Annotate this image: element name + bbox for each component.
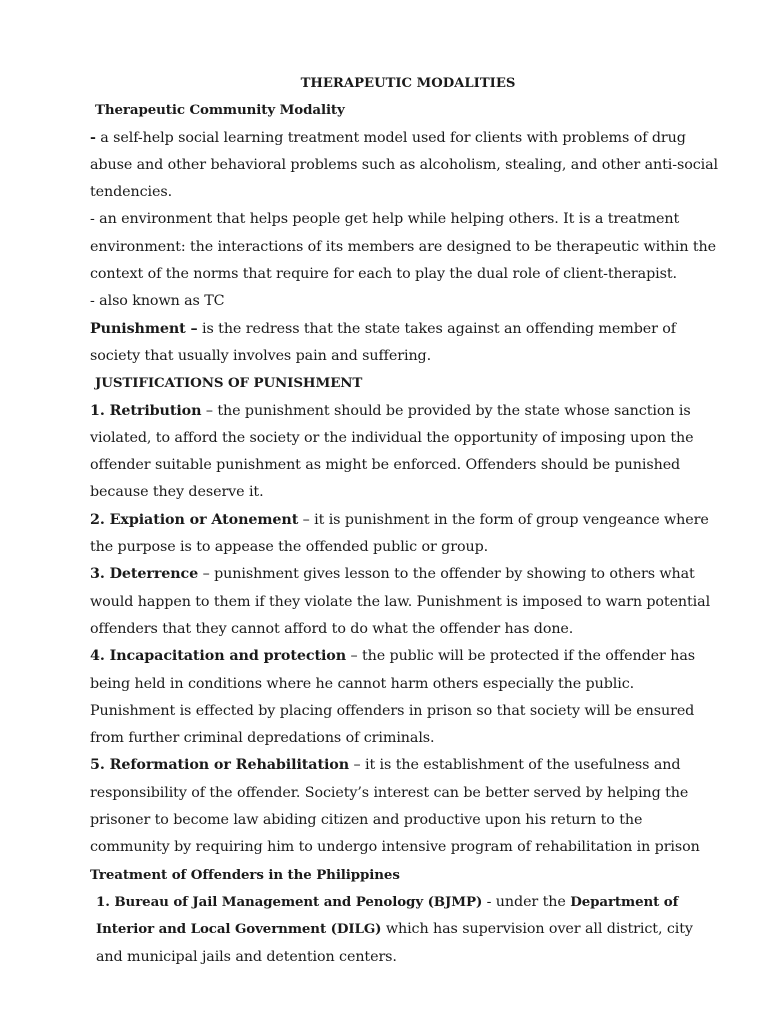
document-page: [90, 70, 720, 971]
tc-bullet-1-dash: -: [90, 129, 96, 146]
punishment-term: Punishment –: [90, 320, 198, 337]
justification-label: 1. Retribution: [90, 402, 202, 419]
dilg-label: Department of Interior and Local Government (DILG): [96, 893, 679, 938]
justification-item: [90, 561, 720, 643]
punishment-text: is the redress that the state takes against an offending member of society that usually involves pain and suffering.: [90, 320, 676, 364]
treatment-heading: Treatment of Offenders in the Philippines: [90, 866, 400, 883]
justification-item: [90, 643, 720, 752]
justification-label: 3. Deterrence: [90, 566, 199, 583]
bjmp-label: 1. Bureau of Jail Management and Penology (BJMP): [96, 893, 483, 910]
treatment-item-bjmp: [90, 889, 720, 971]
punishment-definition: [90, 316, 720, 371]
justification-text: – it is the establishment of the usefulness and responsibility of the offender. Society’s interest can be better served by helping the prisoner to become law abiding citizen and productive upon his return to the community by requiring him to undergo intensive program of rehabilitation in prison: [90, 757, 700, 856]
justification-text: – punishment gives lesson to the offender by showing to others what would happen to them if they violate the law. Punishment is imposed to warn potential offenders that they cannot afford to do what the offender has done.: [90, 566, 711, 637]
justification-item: [90, 398, 720, 507]
tc-bullet-1-text: a self-help social learning treatment model used for clients with problems of drug abuse and other behavioral problems such as alcoholism, stealing, and other anti-social tendencies.: [90, 129, 719, 201]
justifications-heading: JUSTIFICATIONS OF PUNISHMENT: [95, 375, 363, 392]
justification-label: 2. Expiation or Atonement: [90, 511, 299, 528]
justification-text: – the public will be protected if the offender has being held in conditions where he cannot harm others especially the public. Punishment is effected by placing offenders in prison so that society will be ensured from further criminal depredations of criminals.: [90, 648, 695, 747]
justification-label: 4. Incapacitation and protection: [90, 648, 347, 665]
justification-text: – the punishment should be provided by the state whose sanction is violated, to afford the society or the individual the opportunity of imposing upon the offender suitable punishment as might be enforced. Offenders should be punished because they deserve it.: [90, 402, 694, 501]
justification-item: [90, 507, 720, 562]
justification-label: 5. Reformation or Rehabilitation: [90, 757, 350, 774]
justification-text: – it is punishment in the form of group vengeance where the purpose is to appease the offended public or group.: [90, 511, 709, 556]
document-title: THERAPEUTIC MODALITIES: [300, 76, 516, 91]
bjmp-mid: - under the: [482, 893, 571, 910]
bjmp-rest: which has supervision over all district, city and municipal jails and detention centers.: [96, 921, 693, 965]
tc-heading: Therapeutic Community Modality: [95, 102, 345, 119]
tc-bullet-1: [90, 125, 720, 207]
tc-bullet-3: - also known as TC: [90, 293, 225, 310]
justification-item: [90, 752, 720, 861]
tc-bullet-2: - an environment that helps people get help while helping others. It is a treatment environment: the interactions of its members are designed to be therapeutic within the context of the norms that require for each to play the dual role of client-therapist.: [90, 211, 716, 283]
